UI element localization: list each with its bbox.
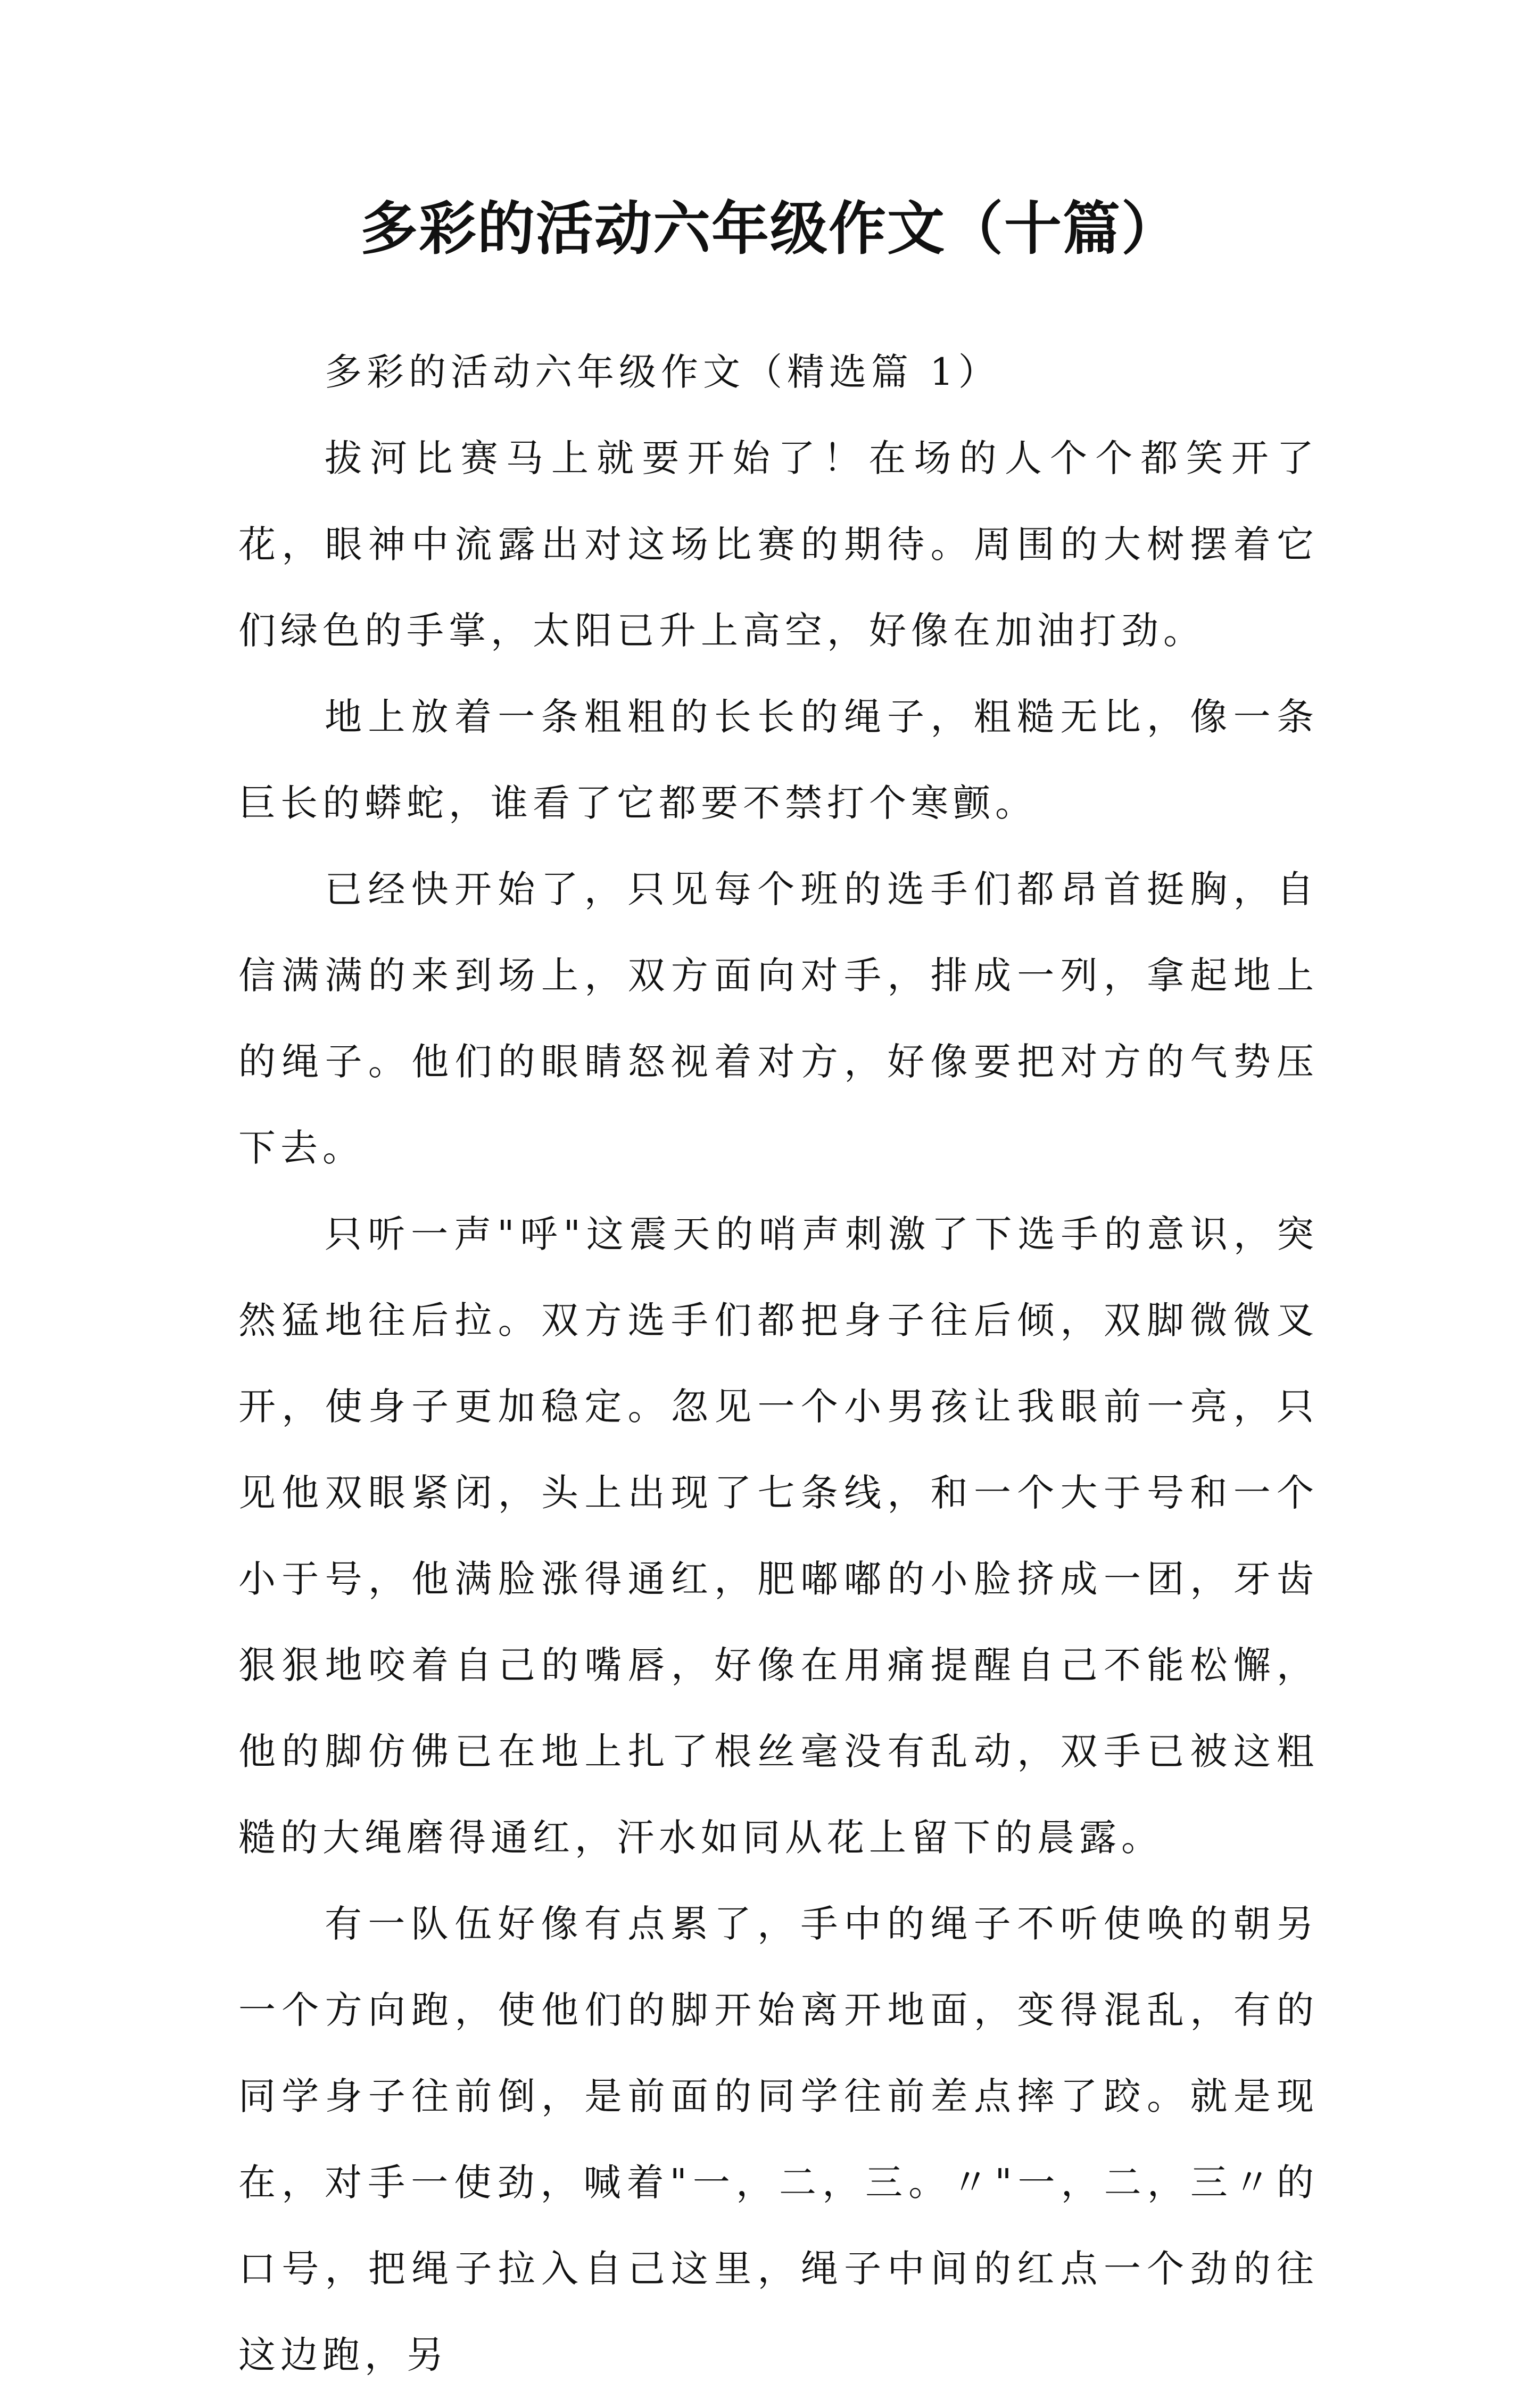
paragraph: 只听一声"呼"这震天的哨声刺激了下选手的意识，突然猛地往后拉。双方选手们都把身子往后倾，双脚微微叉开，使身子更加稳定。忽见一个小男孩让我眼前一亮，只见他双眼紧闭，头上出现了七条线，和一个大于号和一个小于号，他满脸涨得通红，肥嘟嘟的小脸挤成一团，牙齿狠狠地咬着自己的嘴唇，好像在用痛提醒自己不能松懈，他的脚仿佛已在地上扎了根丝毫没有乱动，双手已被这粗糙的大绳磨得通红，汗水如同从花上留下的晨露。 [238,1212,1319,1859]
section-heading: 多彩的活动六年级作文（精选篇 1） [325,350,1000,394]
paragraph: 有一队伍好像有点累了，手中的绳子不听使唤的朝另一个方向跑，使他们的脚开始离开地面，变得混乱，有的同学身子往前倒，是前面的同学往前差点摔了跤。就是现在，对手一使劲，喊着"一，二，三。〃"一，二，三〃的口号，把绳子拉入自己这里，绳子中间的红点一个劲的往这边跑，另 [238,1902,1319,2377]
document-body [238,329,1319,2398]
paragraph: 已经快开始了，只见每个班的选手们都昂首挺胸，自信满满的来到场上，双方面向对手，排成一列，拿起地上的绳子。他们的眼睛怒视着对方，好像要把对方的气势压下去。 [238,867,1319,1170]
document-title: 多彩的活动六年级作文（十篇） [360,195,1180,262]
paragraph: 拔河比赛马上就要开始了！在场的人个个都笑开了花，眼神中流露出对这场比赛的期待。周围的大树摆着它们绿色的手掌，太阳已升上高空，好像在加油打劲。 [238,436,1319,652]
paragraph: 地上放着一条粗粗的长长的绳子，粗糙无比，像一条巨长的蟒蛇，谁看了它都要不禁打个寒颤。 [238,695,1319,825]
